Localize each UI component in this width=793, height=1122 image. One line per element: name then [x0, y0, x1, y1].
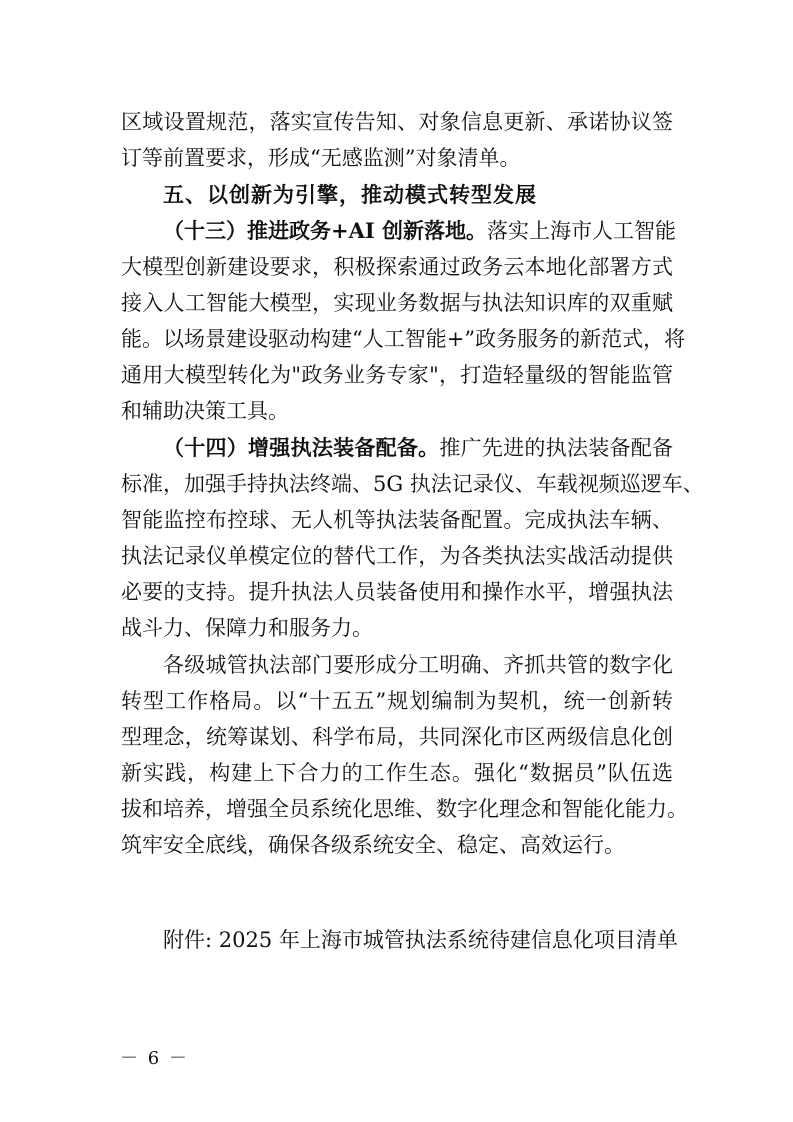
- paragraph-line: 筑牢安全底线，确保各级系统安全、稳定、高效运行。: [121, 833, 625, 857]
- paragraph-line: 接入人工智能大模型，实现业务数据与执法知识库的双重赋: [121, 291, 673, 315]
- item-14-title: （十四）增强执法装备配备。: [163, 435, 440, 460]
- paragraph-line: 执法记录仪单模定位的替代工作，为各类执法实战活动提供: [121, 544, 673, 568]
- paragraph-line: 智能监控布控球、无人机等执法装备配置。完成执法车辆、: [121, 508, 673, 532]
- paragraph-line: 拔和培养，增强全员系统化思维、数字化理念和智能化能力。: [121, 797, 688, 821]
- paragraph-line: 大模型创新建设要求，积极探索通过政务云本地化部署方式: [121, 255, 673, 279]
- item-14-first-line: [163, 433, 673, 463]
- page-number: － 6 －: [120, 1048, 189, 1069]
- item-13-title: （十三）推进政务+AI 创新落地。: [163, 218, 488, 243]
- paragraph-line: 必要的支持。提升执法人员装备使用和操作水平，增强执法: [121, 580, 673, 604]
- paragraph-line: 能。以场景建设驱动构建“人工智能+”政务服务的新范式，将: [121, 327, 686, 351]
- paragraph-line: 型理念，统筹谋划、科学布局，共同深化市区两级信息化创: [121, 725, 673, 749]
- paragraph-line: 新实践，构建上下合力的工作生态。强化“数据员”队伍选: [121, 761, 673, 785]
- paragraph-line: 区域设置规范，落实宣传告知、对象信息更新、承诺协议签: [121, 110, 673, 134]
- section-heading: 五、以创新为引擎，推动模式转型发展: [163, 183, 537, 207]
- paragraph-line: 转型工作格局。以“十五五”规划编制为契机，统一创新转: [121, 689, 673, 713]
- paragraph-line: 标准，加强手持执法终端、5G 执法记录仪、车载视频巡逻车、: [121, 472, 704, 496]
- item-13-first-line-text: 落实上海市人工智能: [487, 219, 677, 243]
- item-14-first-line-text: 推广先进的执法装备配备: [439, 436, 673, 460]
- attachment-line: 附件: 2025 年上海市城管执法系统待建信息化项目清单: [163, 928, 678, 952]
- paragraph-line: 各级城管执法部门要形成分工明确、齐抓共管的数字化: [163, 653, 673, 677]
- paragraph-line: 通用大模型转化为"政务业务专家"，打造轻量级的智能监管: [121, 363, 673, 387]
- item-13-first-line: [163, 216, 677, 246]
- paragraph-line: 订等前置要求，形成“无感监测”对象清单。: [121, 146, 521, 170]
- paragraph-line: 和辅助决策工具。: [121, 399, 289, 423]
- paragraph-line: 战斗力、保障力和服务力。: [121, 616, 373, 640]
